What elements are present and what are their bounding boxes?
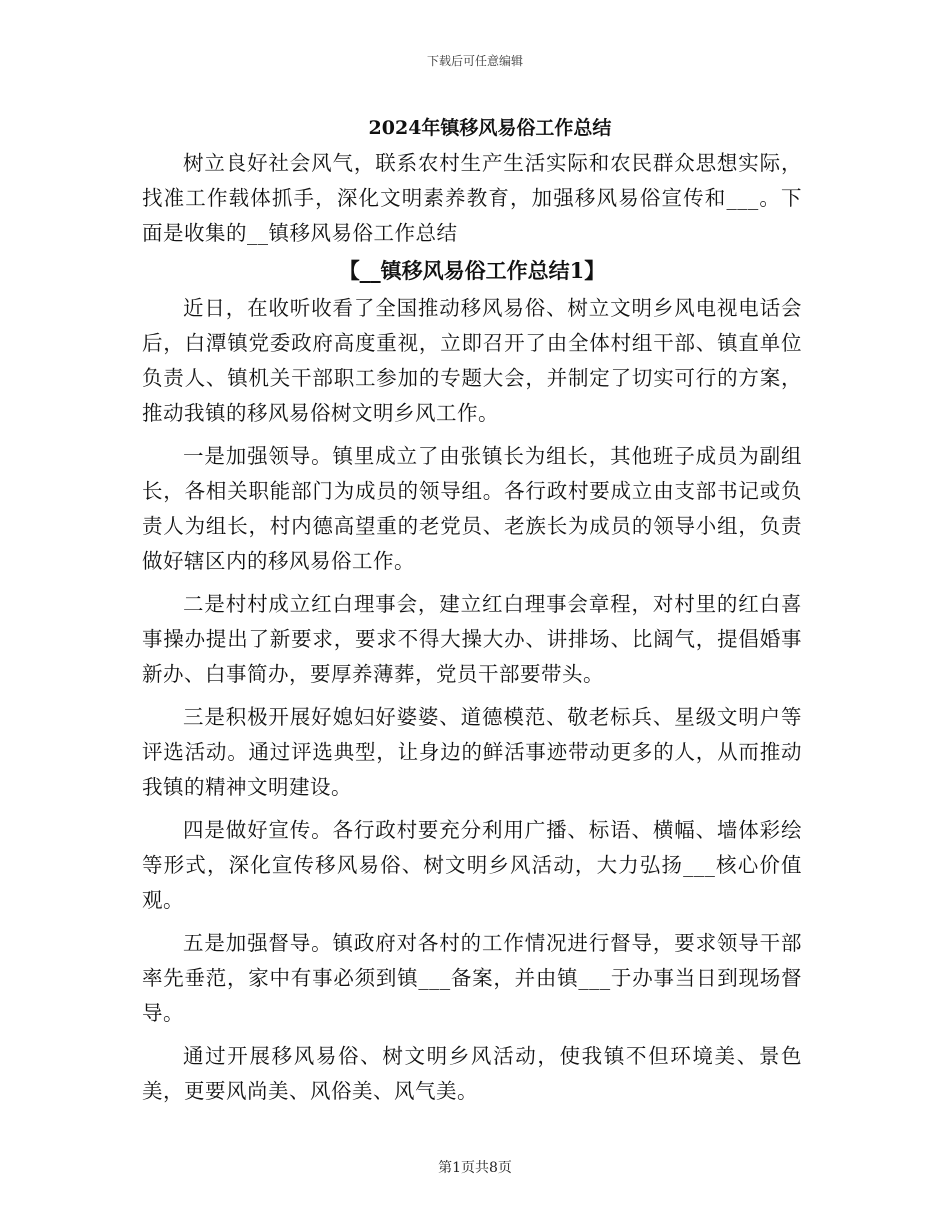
body-paragraph: 二是村村成立红白理事会，建立红白理事会章程，对村里的红白喜事操办提出了新要求，要求不得大操大办、讲排场、比阔气，提倡婚事新办、白事简办，要厚养薄葬，党员干部要带头。 [142, 592, 802, 686]
body-paragraph: 近日，在收听收看了全国推动移风易俗、树立文明乡风电视电话会后，白潭镇党委政府高度重视，立即召开了由全体村组干部、镇直单位负责人、镇机关干部职工参加的专题大会，并制定了切实可行的方案，推动我镇的移风易俗树文明乡风工作。 [142, 296, 802, 425]
section-title: 【__镇移风易俗工作总结1】 [338, 258, 606, 283]
body-paragraph: 一是加强领导。镇里成立了由张镇长为组长，其他班子成员为副组长，各相关职能部门为成员的领导组。各行政村要成立由支部书记或负责人为组长，村内德高望重的老党员、老族长为成员的领导小组，负责做好辖区内的移风易俗工作。 [142, 444, 802, 573]
body-paragraph: 通过开展移风易俗、树文明乡风活动，使我镇不但环境美、景色美，更要风尚美、风俗美、风气美。 [142, 1044, 802, 1103]
page-number: 第1页共8页 [438, 1160, 512, 1176]
body-paragraph: 三是积极开展好媳妇好婆婆、道德模范、敬老标兵、星级文明户等评选活动。通过评选典型，让身边的鲜活事迹带动更多的人，从而推动我镇的精神文明建设。 [142, 705, 802, 799]
intro-paragraph: 树立良好社会风气，联系农村生产生活实际和农民群众思想实际，找准工作载体抓手，深化文明素养教育，加强移风易俗宣传和___。下面是收集的__镇移风易俗工作总结 [142, 151, 802, 245]
page-header-note: 下载后可任意编辑 [426, 54, 523, 68]
document-body [142, 110, 802, 1117]
body-paragraph: 四是做好宣传。各行政村要充分利用广播、标语、横幅、墙体彩绘等形式，深化宣传移风易俗、树文明乡风活动，大力弘扬___核心价值观。 [142, 818, 802, 912]
document-title: 2024年镇移风易俗工作总结 [368, 117, 612, 139]
body-paragraph: 五是加强督导。镇政府对各村的工作情况进行督导，要求领导干部率先垂范，家中有事必须到镇___备案，并由镇___于办事当日到现场督导。 [142, 931, 802, 1025]
